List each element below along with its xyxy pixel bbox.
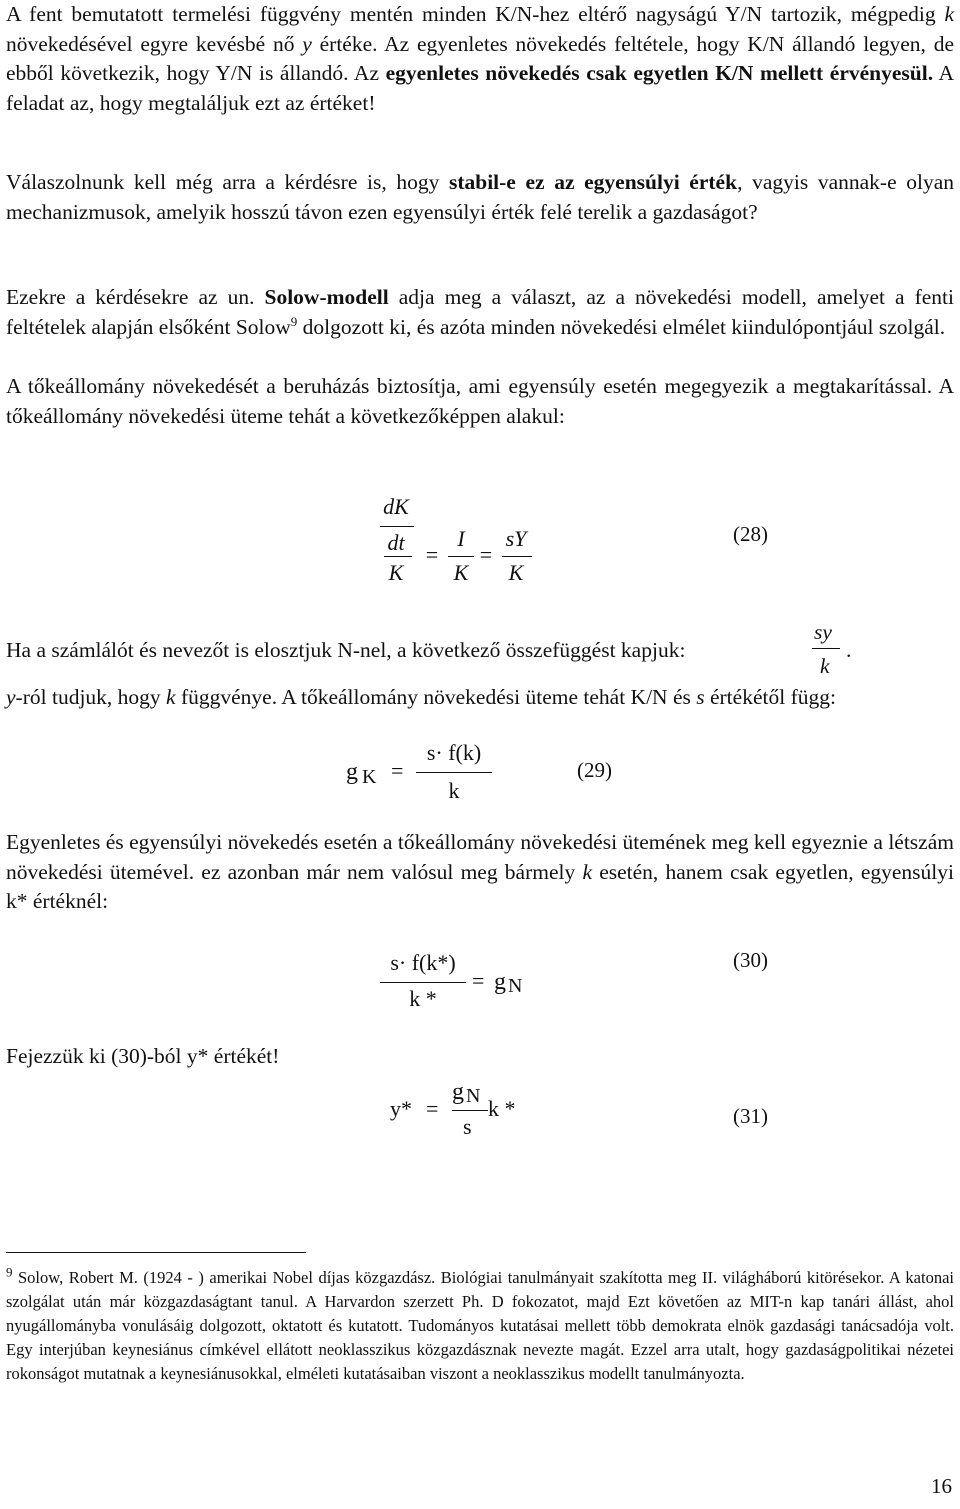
footnote-ref: 9 (290, 313, 298, 329)
equation-28 (6, 488, 954, 598)
text-run: Válaszolnunk kell még arra a kérdésre is, hogy (6, 170, 449, 194)
eq31-tail: k * (488, 1096, 516, 1121)
text-run: függvénye. A tőkeállomány növekedési üteme tehát K/N és (175, 685, 697, 709)
eq29-num: s· f(k) (426, 740, 482, 765)
eq31-num: g (452, 1079, 464, 1105)
eq30-equals: = (472, 968, 485, 993)
eq29-equals: = (391, 758, 404, 783)
text-run: , vagyis vannak-e olyan mechanizmusok, amelyik hosszú távon ezen egyensúlyi érték felé terelik a gazdaságot? (6, 170, 955, 224)
paragraph-5 (6, 618, 954, 678)
paragraph-2 (6, 168, 954, 227)
text-run: A tőkeállomány növekedését a beruházás biztosítja, ami egyensúly esetén megegyezik a megtakarítással. A tőkeállomány növekedési üteme tehát a következőképpen alakul: (6, 374, 954, 428)
text-run: dolgozott ki, és azóta minden növekedési elmélet kiindulópontjául szolgál. (297, 314, 946, 339)
paragraph-6 (6, 683, 954, 713)
eq28-outer-line (384, 556, 412, 557)
paragraph-4 (6, 372, 954, 431)
eq29-lhs: g (346, 759, 358, 785)
inline-frac-den: k (820, 654, 830, 678)
eq30-rhs: g (494, 969, 506, 995)
eq29-line (416, 772, 492, 773)
eq30-num: s· f(k*) (390, 950, 456, 975)
eq28-mid-num: I (457, 526, 465, 551)
var-y: y (302, 31, 312, 56)
eq31-num-sub: N (466, 1085, 481, 1107)
eq31-number: (31) (733, 1104, 768, 1128)
text-run: A fent bemutatott termelési függvény mentén minden K/N-hez eltérő nagyságú Y/N tartozik, mégpedig (6, 2, 945, 26)
eq28-right-num: sY (505, 526, 527, 551)
eq31-equals: = (426, 1096, 439, 1121)
footnote-separator (6, 1252, 306, 1253)
eq28-inner-num: dK (383, 494, 409, 519)
bold-statement: egyenletes növekedés csak egyetlen K/N mellett érvényesül. (385, 61, 934, 86)
footnote-text: Solow, Robert M. (1924 - ) amerikai Nobel díjas közgazdász. Biológiai tanulmányait szakította meg II. világháború kitörésekor. A katonai szolgálat után már közgazdaságtant tanul. A Harvardon szerzett Ph. D fokozatot, majd Ezt követően az MIT-n kap tanári állást, ahol nyugállományba vonulásáig dolgozott, oktatott és kutatott. Tudományos kutatásai mellett több demokrata elnök gazdasági tanácsadója volt. Egy interjúban keynesiánus címkével ellátott neoklasszikus közgazdásznak nevezte magát. Ezzel arra utalt, hogy gazdaságpolitikai nézetei rokonságot mutatnak a keynesiánusokkal, elméleti kutatásaiban viszont a neoklasszikus modellt tanulmányozta. (6, 1268, 954, 1384)
equation-29 (6, 738, 954, 808)
var-k: k (166, 685, 176, 709)
inline-frac-line (812, 648, 840, 649)
inline-frac-num: sy (814, 620, 832, 644)
eq28-equals-1: = (425, 542, 439, 567)
text-run: növekedésével egyre kevésbé nő (6, 31, 303, 56)
text-run: adja meg a választ, az a növekedési modell, amelyet a fenti feltételek alapján elsőként Solow (6, 285, 955, 339)
eq28-equals-2: = (479, 542, 493, 567)
eq28-mid-den: K (453, 560, 469, 585)
eq28-outer-den: K (388, 560, 404, 585)
equation-31 (6, 1076, 954, 1146)
text-run: Egyenletes és egyensúlyi növekedés esetén a tőkeállomány növekedési ütemének meg kell egyeznie a létszám növekedési ütemével. ez azonban már nem valósul meg bármely (6, 830, 954, 884)
text-run: értéke. Az egyenletes növekedés feltétele, hogy K/N állandó legyen, de ebből következik, hogy Y/N is állandó. Az (6, 31, 954, 86)
text-run: értékétől függ: (704, 685, 836, 709)
eq31-den: s (463, 1114, 472, 1139)
text-run: Ha a számlálót és nevezőt is elosztjuk N-nel, a következő összefüggést kapjuk: (6, 638, 686, 662)
text-run: Fejezzük ki (30)-ból y* értékét! (6, 1044, 280, 1068)
var-s: s (696, 685, 705, 709)
eq31-line (452, 1110, 488, 1111)
var-k: k (944, 2, 954, 26)
paragraph-7 (6, 828, 954, 917)
text-run: A feladat az, hogy megtaláljuk ezt az értéket! (6, 61, 955, 115)
eq28-right-line (502, 556, 532, 557)
eq28-inner-den: dt (387, 530, 405, 555)
paragraph-1 (6, 0, 954, 119)
eq29-number: (29) (577, 758, 612, 782)
equation-30 (6, 942, 954, 1017)
eq30-den: k * (409, 986, 437, 1011)
eq28-mid-line (448, 556, 474, 557)
text-run: . (846, 638, 852, 662)
eq29-den: k (448, 778, 460, 803)
var-y: y (6, 685, 16, 709)
eq30-rhs-sub: N (508, 975, 523, 997)
text-run: esetén, hanem csak egyetlen, egyensúlyi k* értéknél: (6, 859, 954, 914)
paragraph-3 (6, 283, 954, 342)
text-run: -ról tudjuk, hogy (15, 685, 167, 709)
eq28-right-den: K (508, 560, 524, 585)
eq30-line (380, 982, 466, 983)
eq29-lhs-sub: K (362, 766, 377, 788)
page-number: 16 (931, 1474, 952, 1498)
footnote-mark: 9 (6, 1264, 13, 1280)
bold-question: stabil-e ez az egyensúlyi érték (448, 170, 738, 194)
var-k: k (582, 859, 592, 884)
solow-model-term: Solow-modell (264, 285, 389, 309)
eq28-number: (28) (733, 522, 768, 546)
eq28-inner-line (380, 526, 414, 527)
paragraph-8 (6, 1042, 406, 1072)
eq30-number: (30) (733, 948, 768, 972)
text-run: Ezekre a kérdésekre az un. (6, 285, 265, 309)
eq31-lhs: y* (390, 1096, 412, 1121)
footnote (6, 1266, 954, 1386)
